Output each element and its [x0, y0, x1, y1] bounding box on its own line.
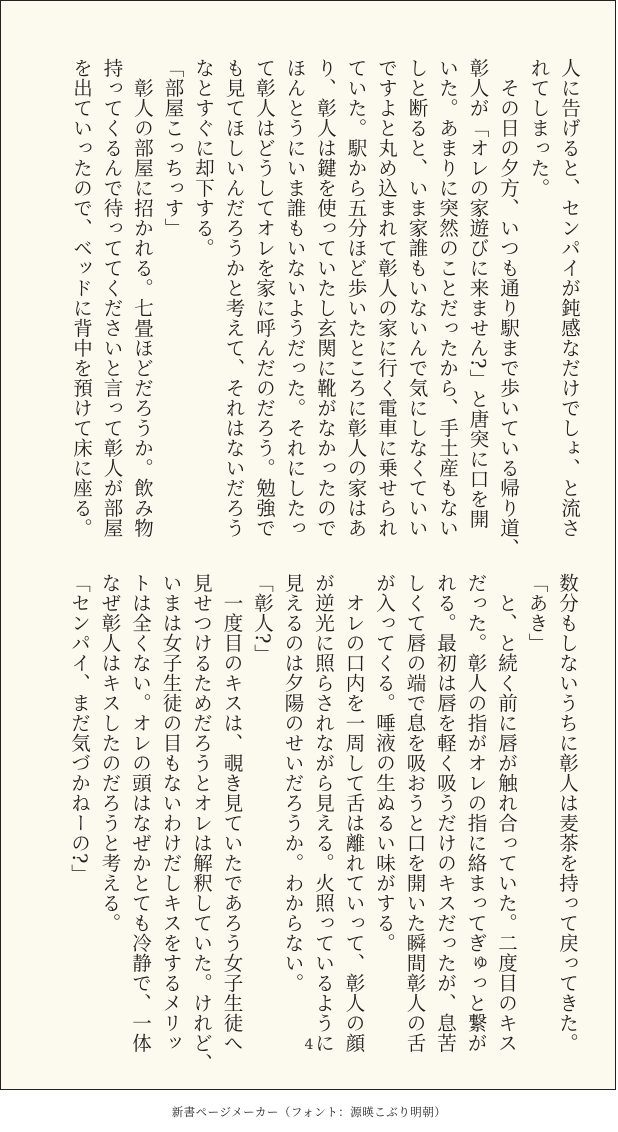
page-number: 4 — [304, 1037, 314, 1053]
text-block-upper: 人に告げると、センパイが鈍感なだけでしょ、と流さ れてしまった。 その日の夕方、いつも通り駅まで歩いている帰り道、 彰人が「オレの家遊びに来ません?」と唐突に口を開 いた。あまりに突然のことだったから、手土産もない しと断ると、いま家誰もいないんで気にしなくていい ですよと丸め込まれて彰人の家に行く電車に乗せられ ていた。駅から五分ほど歩いたところに彰人の家はあ り、彰人は鍵を使っていたし玄関に靴がなかったので ほんとうにいま誰もいないようだった。それにしたっ て彰人はどうしてオレを家に呼んだのだろう。勉強で も見てほしいんだろうかと考えて、それはないだろう なとすぐに却下する。 「部屋こっちっす」 彰人の部屋に招かれる。七畳ほどだろうか。飲み物 持ってくるんで待っててくださいと言って彰人が部屋 を出ていったので、ベッドに背中を預けて床に座る。 — [70, 58, 581, 558]
text-block-lower: 数分もしないうちに彰人は麦茶を持って戻ってきた。 「あき」 と、と続く前に唇が触れ合っていた。二度目のキス だった。彰人の指がオレの指に絡まってぎゅっと繋が れる。最初は唇を軽く吸うだけのキスだったが、息苦 しくて唇の端で息を吸おうと口を開いた瞬間彰人の舌 が入ってくる。唾液の生ぬるい味がする。 オレの口内を一周して舌は離れていって、彰人の顔 が逆光に照らされながら見える。火照っているように 見えるのは夕陽のせいだろうか。わからない。 「彰人?」 一度目のキスは、覗き見ていたであろう女子生徒へ 見せつけるためだろうとオレは解釈していた。けれど、 いまは女子生徒の目もないわけだしキスをするメリッ トは全くない。オレの頭はなぜかとても冷静で、一体 なぜ彰人はキスしたのだろうと考える。 「センパイ、まだ気づかねーの?」 — [68, 573, 579, 1073]
footer-caption: 新書ページメーカー（フォント：源暎こぶり明朝） — [171, 1105, 447, 1119]
